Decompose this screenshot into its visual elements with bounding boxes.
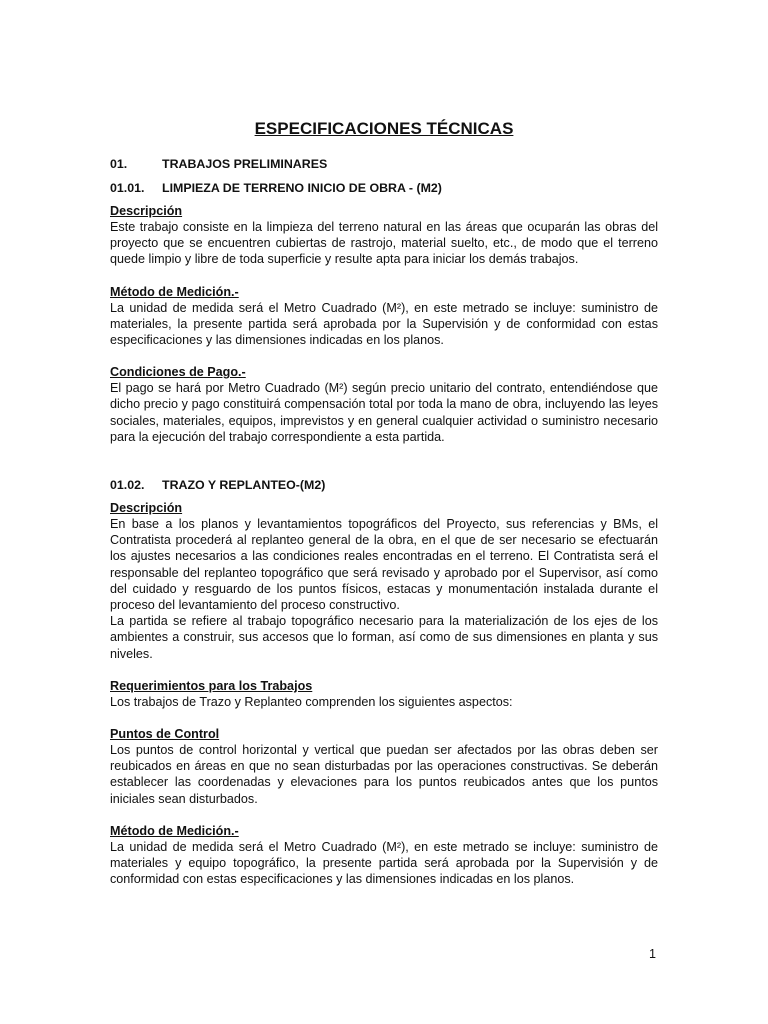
spacer [110,807,658,823]
section-number: 01.01. [110,181,145,195]
descripcion-paragraph-2: La partida se refiere al trabajo topográfico necesario para la materialización de los ejes de los ambientes a construir, sus accesos que lo forman, así como de sus dimensiones en planta y sus niveles. [110,614,658,661]
condiciones-pago-paragraph: El pago se hará por Metro Cuadrado (M²) según precio unitario del contrato, entendiéndose que dicho precio y pago constituirá compensación total por toda la mano de obra, incluyendo las leyes sociales, materiales, equipos, imprevistos y en general cualquier actividad o suministro necesario para la ejecución del trabajo correspondiente a esta partida. [110,381,658,444]
descripcion-paragraph: En base a los planos y levantamientos topográficos del Proyecto, sus referencias y BMs, el Contratista procederá al replanteo general de la obra, en el que de ser necesario se efectuarán los ajustes necesarios a las condiciones reales encontradas en el terreno. El Contratista será el responsable del replanteo topográfico que será revisado y aprobado por el Supervisor, así como del cuidado y resguardo de los puntos físicos, estacas y monumentación instalada durante el proceso del levantamiento del proceso constructivo. [110,517,658,613]
spacer [110,710,658,726]
requerimientos-label: Requerimientos para los Trabajos [110,678,313,693]
metodo-medicion-label: Método de Medición.- [110,284,239,299]
metodo-medicion-paragraph: La unidad de medida será el Metro Cuadrado (M²), en este metrado se incluye: suministro de materiales y equipo topográfico, la presente partida será aprobada por la Supervisión y de conformidad con estas especificaciones y las dimensiones indicadas en los planos. [110,839,658,887]
spacer [110,662,658,678]
descripcion-label: Descripción [110,501,183,516]
section-title: TRABAJOS PRELIMINARES [162,157,328,171]
descripcion-paragraph: Este trabajo consiste en la limpieza del terreno natural en las áreas que ocuparán las obras del proyecto que se encuentren cubiertas de rastrojo, material suelto, etc., de modo que el terreno quede limpio y libre de toda superficie y resulte apta para iniciar los demás trabajos. [110,220,658,267]
section-heading-01 [110,156,658,172]
section-title: TRAZO Y REPLANTEO-(M2) [162,478,326,493]
spacer [110,348,658,364]
document-body [110,118,658,887]
spacer [110,268,658,284]
section-heading-01-02 [110,477,658,493]
section-number: 01. [110,157,128,171]
page-number: 1 [648,947,656,961]
document-title: ESPECIFICACIONES TÉCNICAS [254,119,514,138]
metodo-medicion-label: Método de Medición.- [110,823,239,838]
metodo-medicion-paragraph: La unidad de medida será el Metro Cuadrado (M²), en este metrado se incluye: suministro de materiales, la presente partida será aprobada por la Supervisión y de conformidad con estas especificaciones y las dimensiones indicadas en los planos. [110,300,658,348]
puntos-control-paragraph: Los puntos de control horizontal y vertical que puedan ser afectados por las obras deben ser reubicados en áreas en que no sean disturbadas por las operaciones constructivas. Se deberán establecer las coordenadas y elevaciones para los puntos reubicados antes que los puntos iniciales sean disturbados. [110,743,658,806]
descripcion-label: Descripción [110,204,183,218]
spacer [110,445,658,477]
requerimientos-paragraph: Los trabajos de Trazo y Replanteo comprenden los siguientes aspectos: [110,694,513,709]
section-title: LIMPIEZA DE TERRENO INICIO DE OBRA - (M2) [162,181,442,195]
section-number: 01.02. [110,478,145,493]
condiciones-pago-label: Condiciones de Pago.- [110,365,246,380]
puntos-control-label: Puntos de Control [110,727,220,742]
section-heading-01-01 [110,180,658,196]
